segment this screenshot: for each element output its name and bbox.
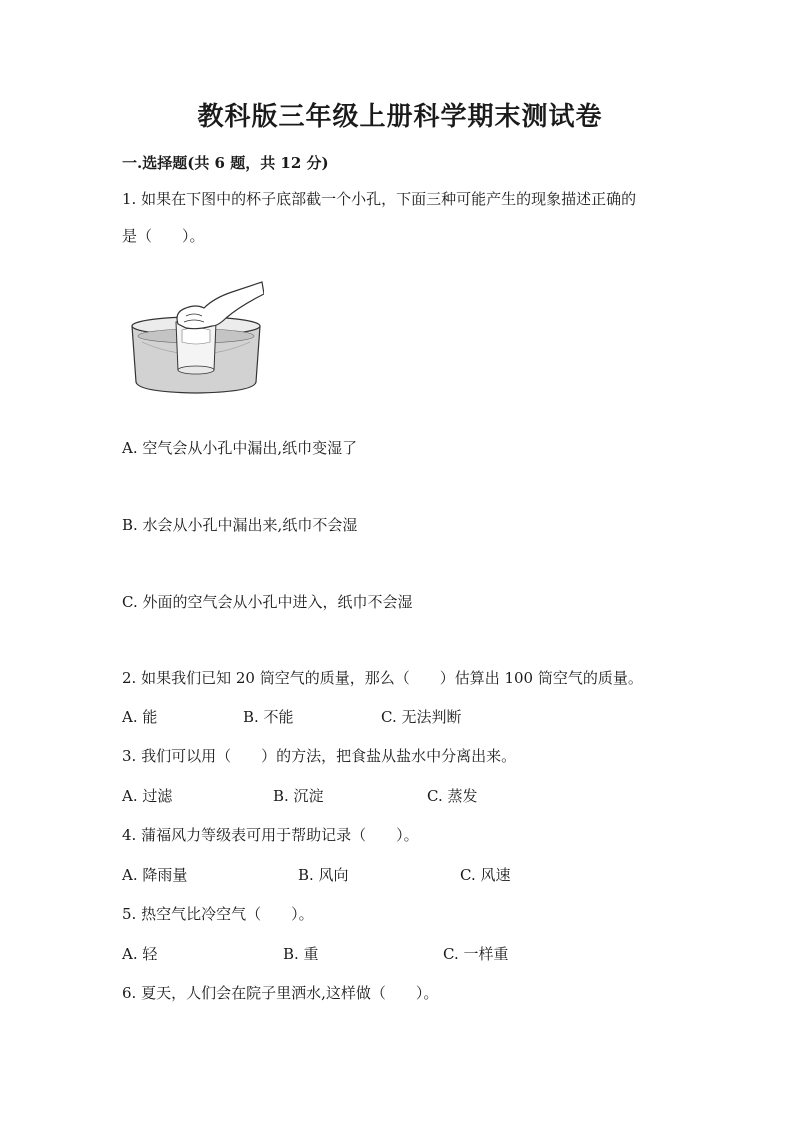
question-1-option-c: C. 外面的空气会从小孔中进入，纸巾不会湿	[122, 593, 413, 611]
question-5-option-a: A. 轻	[122, 945, 158, 963]
question-2-option-b: B. 不能	[243, 708, 294, 726]
question-2-option-c: C. 无法判断	[381, 708, 462, 726]
question-5-option-b: B. 重	[283, 945, 319, 963]
section-heading: 一.选择题(共 6 题，共 12 分)	[122, 154, 329, 172]
question-2-option-a: A. 能	[122, 708, 158, 726]
question-2-text: 2. 如果我们已知 20 筒空气的质量，那么（ ）估算出 100 筒空气的质量。	[122, 669, 643, 687]
question-5-option-c: C. 一样重	[443, 945, 509, 963]
question-4-option-c: C. 风速	[460, 866, 511, 884]
question-1-option-b: B. 水会从小孔中漏出来,纸巾不会湿	[122, 516, 358, 534]
question-3-option-c: C. 蒸发	[427, 787, 478, 805]
question-1-option-a: A. 空气会从小孔中漏出,纸巾变湿了	[122, 439, 358, 457]
question-3-option-a: A. 过滤	[122, 787, 173, 805]
question-1-text-line-1: 1. 如果在下图中的杯子底部截一个小孔，下面三种可能产生的现象描述正确的	[122, 190, 637, 208]
cup-in-water-basin-illustration	[128, 278, 264, 400]
question-1-text-line-2: 是（ ）。	[122, 227, 205, 245]
question-6-text: 6. 夏天，人们会在院子里洒水,这样做（ ）。	[122, 984, 439, 1002]
question-3-text: 3. 我们可以用（ ）的方法，把食盐从盐水中分离出来。	[122, 747, 517, 765]
page-title: 教科版三年级上册科学期末测试卷	[197, 102, 603, 132]
question-5-text: 5. 热空气比冷空气（ ）。	[122, 905, 314, 923]
question-4-text: 4. 蒲福风力等级表可用于帮助记录（ ）。	[122, 826, 419, 844]
question-4-option-b: B. 风向	[298, 866, 349, 884]
question-4-option-a: A. 降雨量	[122, 866, 188, 884]
question-3-option-b: B. 沉淀	[273, 787, 324, 805]
